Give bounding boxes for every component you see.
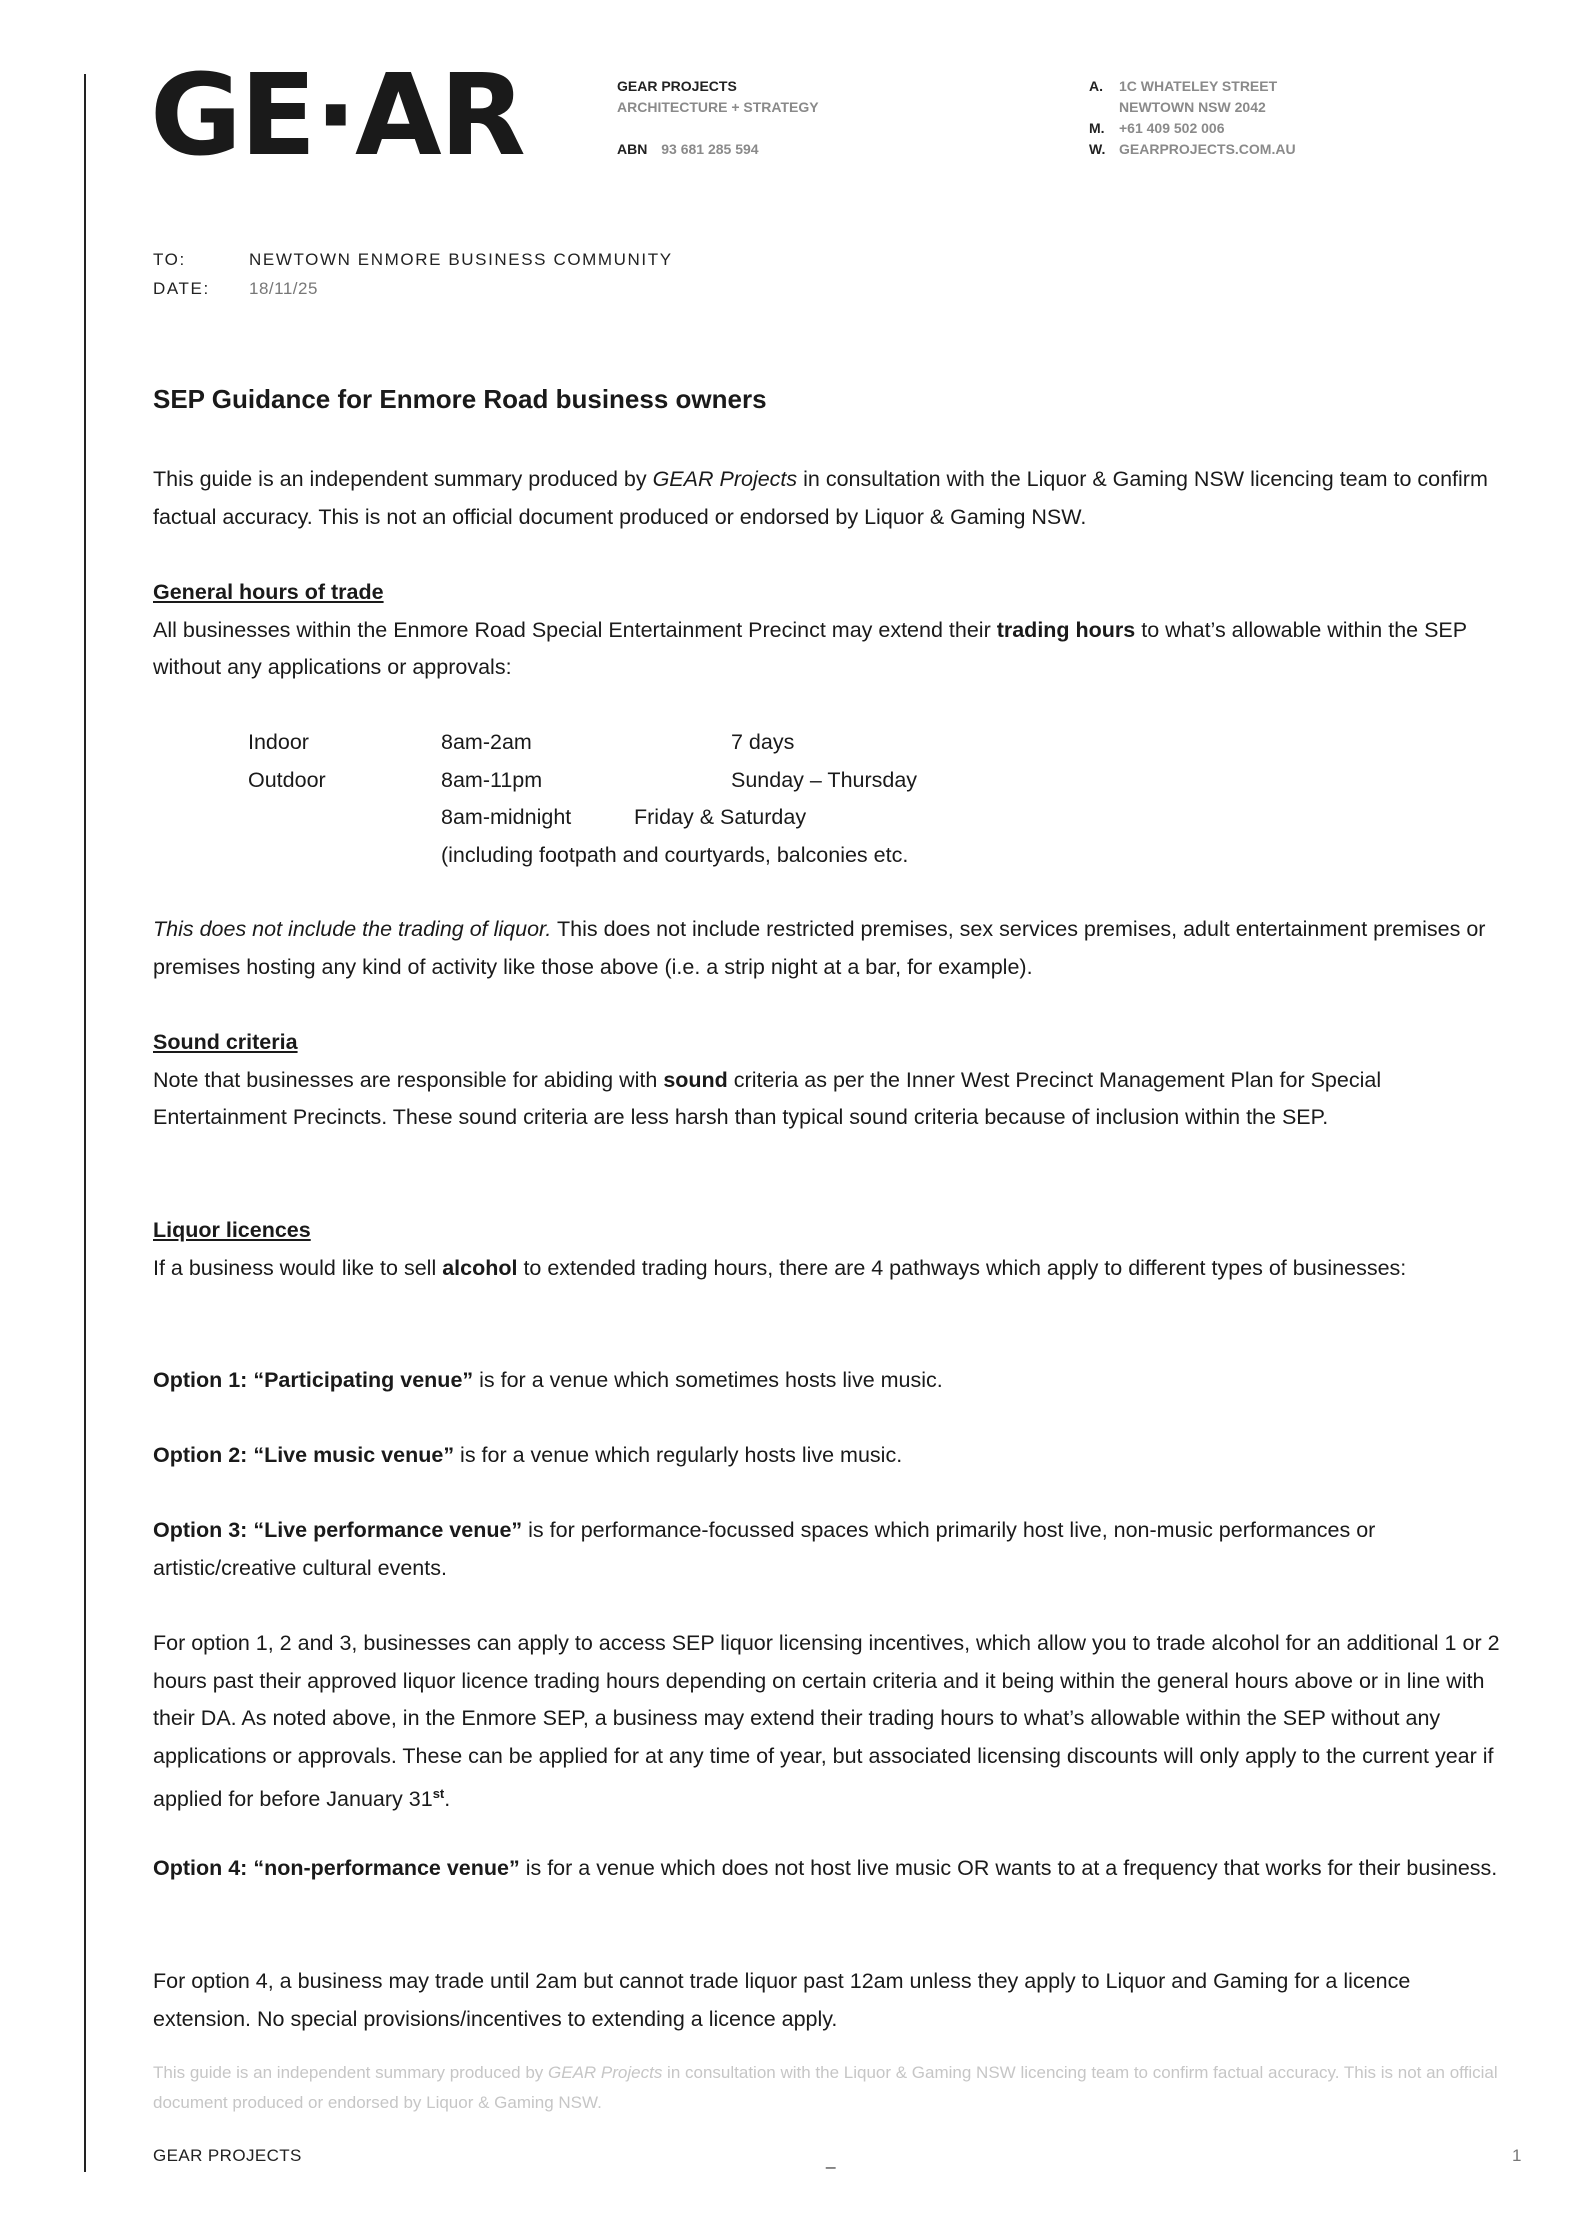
abn-label: ABN [617,141,648,157]
mobile-line [1089,118,1296,139]
company-block [617,76,819,160]
hours-note: (including footpath and courtyards, balconies etc. [441,842,909,867]
address-line-2 [1089,97,1296,118]
liquor-text-1: If a business would like to sell [153,1255,443,1280]
address-line [1089,76,1296,97]
exclusion-italic: This does not include the trading of liquor. [153,917,552,941]
option-2 [153,1437,1513,1475]
option-3 [153,1512,1513,1587]
footer-note-italic: GEAR Projects [548,2063,663,2082]
option-1 [153,1362,1513,1400]
address-line2: NEWTOWN NSW 2042 [1119,99,1266,115]
to-label: TO: [153,250,186,269]
general-hours-text-2: to what’s allowable within the SEP without any applications or approvals: [153,617,1467,679]
sound-bold: sound [663,1067,728,1092]
options-1-3-text: For option 1, 2 and 3, businesses can apply to access SEP liquor licensing incentives, which allow you to trade alcohol for an additional 1 or 2 hours past their approved liquor licence trading hours depending on certain criteria and it being within the general hours above or in line with their DA. As noted above, in the Enmore SEP, a business may extend their trading hours to what’s allowable within the SEP without any applications or approvals. These can be applied for at any time of year, but associated licensing discounts will only apply to the current year if applied for before January 31 [153,1631,1500,1812]
company-logo: GE·AR [150,51,524,181]
option-4 [153,1850,1513,1888]
liquor-section [153,1212,1513,1287]
sound-heading: Sound criteria [153,1030,298,1054]
options-1-3-superscript: st [432,1786,445,1801]
option-3-text: is for performance-focussed spaces which primarily host live, non-music performances or artistic/creative cultural events. [153,1518,1376,1580]
abn-value: 93 681 285 594 [661,141,759,157]
exclusion-paragraph [153,911,1513,986]
hours-range-weekend: 8am-midnight [441,805,572,829]
contact-block [1089,76,1296,160]
general-hours-heading: General hours of trade [153,580,384,604]
date-value: 18/11/25 [249,279,318,298]
hours-range-indoor: 8am-2am [441,730,532,754]
company-name: GEAR PROJECTS [617,78,737,94]
option-4-label: Option 4: “non-performance venue” [153,1856,520,1880]
option-4-note [153,1963,1513,2038]
option-1-text: is for a venue which sometimes hosts live music. [473,1368,943,1392]
web-value: GEARPROJECTS.COM.AU [1119,141,1296,157]
options-1-3-paragraph [153,1625,1513,1819]
address-line1: 1C WHATELEY STREET [1119,78,1278,94]
hours-days-indoor: 7 days [731,730,795,754]
footer-note-1: This guide is an independent summary produced by [153,2063,549,2082]
exclusion-text: This does not include restricted premises, sex services premises, adult entertainment premises or premises hosting any kind of activity like those above (i.e. a strip night at a bar, for example). [153,917,1486,979]
liquor-heading: Liquor licences [153,1218,311,1242]
footer-disclaimer [153,2058,1523,2118]
options-1-3-end: . [444,1787,451,1812]
web-label: W. [1089,141,1106,157]
option-4-text: is for a venue which does not host live music OR wants to at a frequency that works for their business. [519,1856,1498,1880]
hours-days-outdoor: Sunday – Thursday [731,767,918,792]
hours-type-indoor: Indoor [248,730,309,754]
web-line [1089,139,1296,160]
company-tagline: ARCHITECTURE + STRATEGY [617,99,819,115]
memo-date [153,274,673,303]
footer-company: GEAR PROJECTS [153,2146,302,2165]
intro-text-1: This guide is an independent summary produced by [153,467,653,491]
option-3-label: Option 3: “Live performance venue” [153,1518,523,1542]
left-margin-rule [84,74,86,2172]
page-number: 1 [1512,2146,1522,2165]
general-hours-bold: trading hours [996,617,1136,642]
option-1-label: Option 1: “Participating venue” [153,1368,474,1392]
mobile-value: +61 409 502 006 [1119,120,1225,136]
intro-italic: GEAR Projects [652,467,798,491]
address-label: A. [1089,78,1103,94]
intro-text-2: in consultation with the Liquor & Gaming NSW licencing team to confirm factual accuracy. This is not an official document produced or endorsed by Liquor & Gaming NSW. [153,467,1488,529]
memo-to [153,245,673,274]
memo-block [153,245,673,303]
footer-mark: _ [826,2150,836,2169]
intro-paragraph [153,461,1513,536]
hours-range-outdoor: 8am-11pm [441,767,543,792]
mobile-label: M. [1089,120,1105,136]
abn-line [617,139,819,160]
general-hours-text-1: All businesses within the Enmore Road Special Entertainment Precinct may extend their [153,617,997,642]
option-2-label: Option 2: “Live music venue” [153,1443,455,1467]
liquor-bold: alcohol [442,1255,518,1280]
to-value: NEWTOWN ENMORE BUSINESS COMMUNITY [249,250,673,269]
sound-text-1: Note that businesses are responsible for abiding with [153,1067,664,1092]
footer-note-2: in consultation with the Liquor & Gaming NSW licencing team to confirm factual accuracy. This is not an official document produced or endorsed by Liquor & Gaming NSW. [153,2063,1498,2112]
option-2-text: is for a venue which regularly hosts live music. [454,1443,903,1467]
hours-days-weekend: Friday & Saturday [634,805,807,829]
date-label: DATE: [153,279,210,298]
liquor-text-2: to extended trading hours, there are 4 pathways which apply to different types of businesses: [517,1255,1407,1280]
option-4-note-text: For option 4, a business may trade until 2am but cannot trade liquor past 12am unless they apply to Liquor and Gaming for a licence extension. No special provisions/incentives to extending a licence apply. [153,1969,1411,2031]
document-title: SEP Guidance for Enmore Road business owners [153,384,767,414]
hours-table [0,724,1579,874]
hours-type-outdoor: Outdoor [248,767,326,792]
sound-section [153,1024,1513,1137]
general-hours-section [153,574,1513,687]
sound-text-2: criteria as per the Inner West Precinct Management Plan for Special Entertainment Precincts. These sound criteria are less harsh than typical sound criteria because of inclusion within the SEP. [153,1067,1382,1129]
